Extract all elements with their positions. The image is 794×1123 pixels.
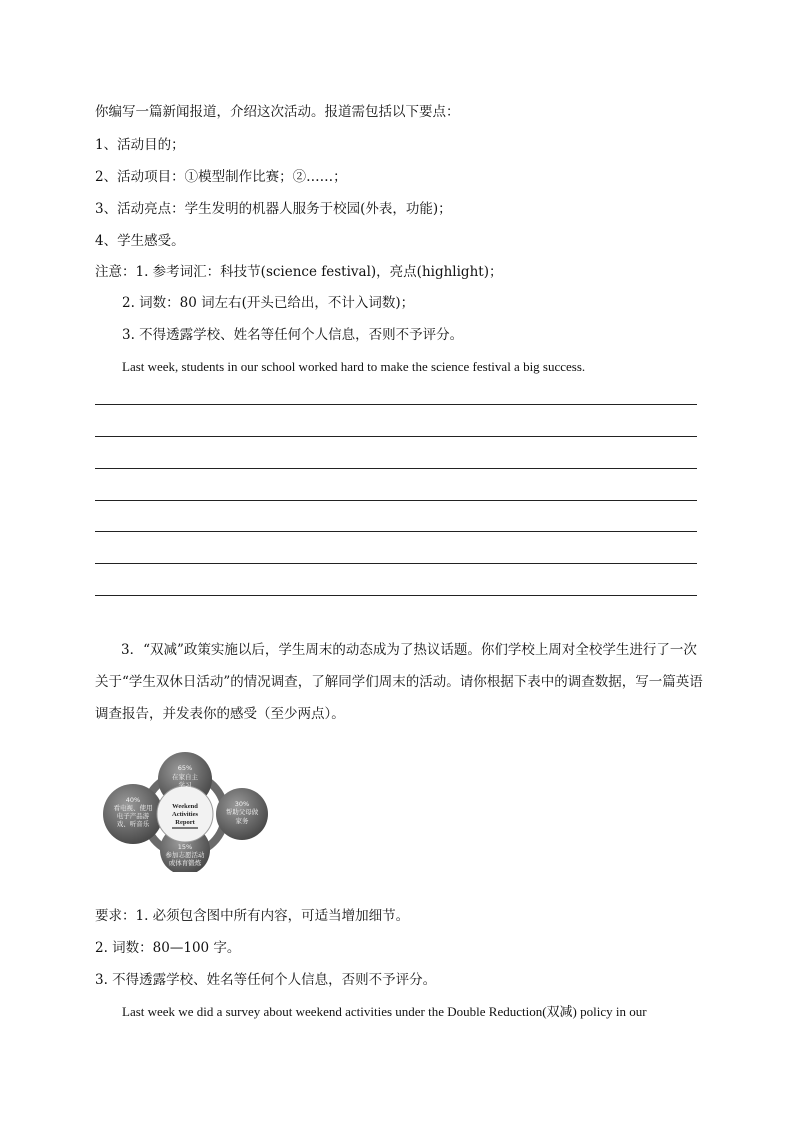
task1-note-2: 2. 词数：80 词左右(开头已给出，不计入词数)； [122,295,415,311]
right-percent: 30% [234,800,250,808]
bottom-label-1: 参加志愿活动 [165,851,205,859]
task1-point-3: 3、活动亮点：学生发明的机器人服务于校园(外表，功能)； [95,201,452,217]
task2-req-1: 要求：1. 必须包含图中所有内容，可适当增加细节。 [95,908,410,924]
weekend-activities-diagram [102,752,268,872]
top-label-1: 在家自主 [172,773,198,781]
bottom-label-2: 或体育锻炼 [168,859,202,867]
top-label-2: 学习 [178,781,192,789]
top-percent: 65% [177,764,193,772]
right-label-1: 帮助父母做 [225,808,259,816]
center-label-2: Activities [172,811,198,818]
writing-line[interactable] [95,436,697,437]
task2-req-3: 3. 不得透露学校、姓名等任何个人信息，否则不予评分。 [95,972,437,988]
task2-starter: Last week we did a survey about weekend activities under the Double Reduction(双减) policy in our [122,1004,647,1019]
center-label-3: Report [175,819,195,826]
task2-req-2: 2. 词数：80—100 字。 [95,940,241,956]
bottom-percent: 15% [177,843,193,851]
writing-line[interactable] [95,468,697,469]
task1-point-2: 2、活动项目：①模型制作比赛；②……； [95,169,347,185]
writing-line[interactable] [95,563,697,564]
right-label-2: 家务 [235,817,249,825]
left-percent: 40% [125,796,141,804]
note-label: 注意： [95,264,136,280]
task1-note-1: 注意：1. 参考词汇：科技节(science festival)，亮点(highlight)； [95,264,503,280]
writing-line[interactable] [95,595,697,596]
writing-line[interactable] [95,404,697,405]
left-label-1: 看电视、使用 [113,804,153,812]
writing-line[interactable] [95,500,697,501]
task1-point-4: 4、学生感受。 [95,233,185,249]
writing-line[interactable] [95,531,697,532]
left-label-2: 电子产品游 [116,812,150,820]
task1-intro: 你编写一篇新闻报道，介绍这次活动。报道需包括以下要点： [95,104,460,120]
task1-note-3: 3. 不得透露学校、姓名等任何个人信息，否则不予评分。 [122,327,464,343]
task1-starter: Last week, students in our school worked hard to make the science festival a big success. [122,359,586,374]
task2-prompt: 3．“双减”政策实施以后，学生周末的动态成为了热议话题。你们学校上周对全校学生进行了一次关于“学生双休日活动”的情况调查，了解同学们周末的活动。请你根据下表中的调查数据，写一篇英语调查报告，并发表你的感受（至少两点）。 [95,642,703,722]
left-label-3: 戏、听音乐 [116,820,150,828]
center-label-1: Weekend [172,803,198,810]
req-label: 要求： [95,908,136,924]
task1-point-1: 1、活动目的； [95,137,185,153]
